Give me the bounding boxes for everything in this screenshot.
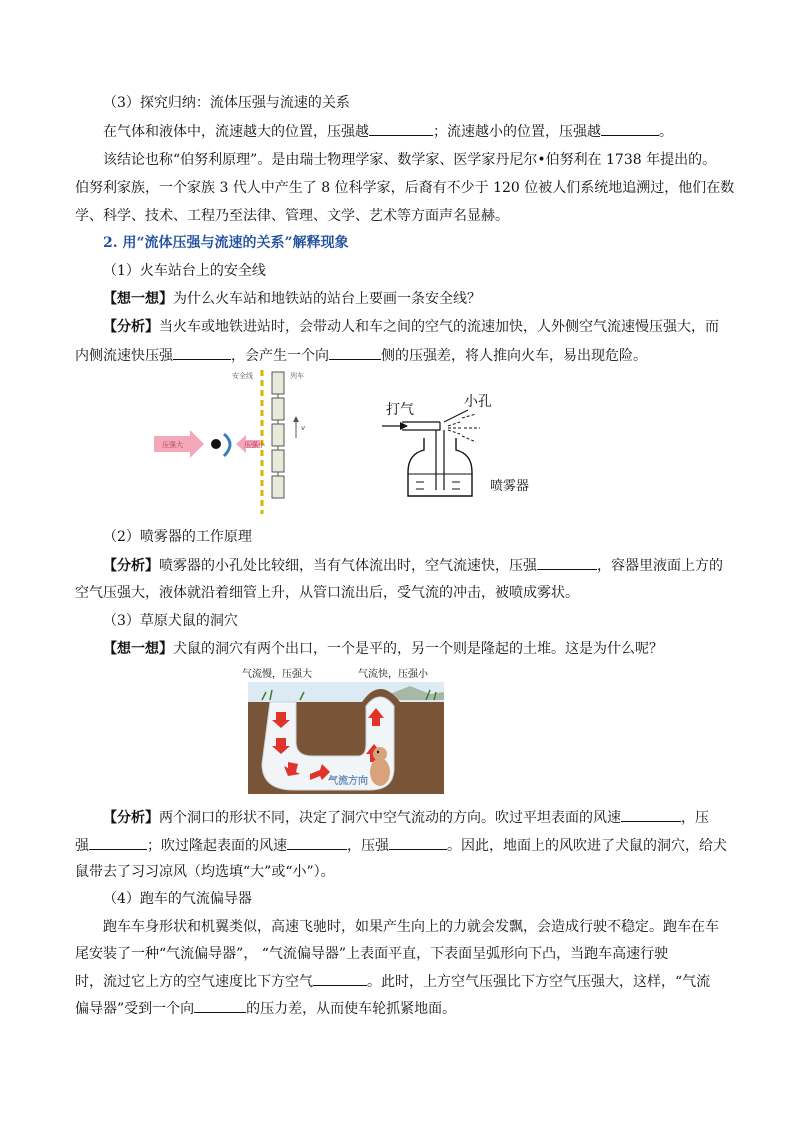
think-burrow: 【想一想】犬鼠的洞穴有两个出口，一个是平的，另一个则是隆起的土堆。这是为什么呢？ [103, 641, 663, 657]
pump-label: 打气 [386, 402, 414, 418]
sprayer-label: 喷雾器 [490, 479, 530, 494]
low-pressure-label: 压强小 [244, 441, 265, 449]
answer-blank[interactable] [389, 835, 447, 850]
answer-blank[interactable] [537, 555, 597, 570]
slow-flow-label: 气流慢，压强大 [242, 669, 312, 680]
hole-pointer [444, 410, 468, 422]
analysis-burrow-line1: 【分析】两个洞口的形状不同，决定了洞穴中空气流动的方向。吹过平坦表面的风速 ，压 [103, 807, 709, 828]
answer-blank[interactable] [173, 345, 231, 360]
answer-blank[interactable] [194, 998, 246, 1013]
answer-blank[interactable] [287, 835, 347, 850]
analysis-burrow-line2: 强 ；吹过隆起表面的风速 ，压强 。因此，地面上的风吹进了犬鼠的洞穴，给犬 [75, 835, 727, 856]
analysis-burrow-line3: 鼠带去了习习凉风（均选填“大”或“小”）。 [75, 864, 335, 880]
answer-blank[interactable] [601, 121, 659, 136]
section-title: 2. 用“流体压强与流速的关系”解释现象 [103, 235, 349, 251]
analysis-sprayer-line1: 【分析】喷雾器的小孔处比较细，当有气体流出时，空气流速快，压强 ，容器里液面上方的 [103, 555, 723, 576]
paragraph-bernoulli-line1: 该结论也称“伯努利原理”。是由瑞士物理学家、数学家、医学家丹尼尔•伯努利在 1738 年提出的。 [103, 152, 717, 168]
person-icon [211, 439, 221, 449]
answer-blank[interactable] [329, 345, 381, 360]
answer-blank[interactable] [369, 121, 433, 136]
answer-blank[interactable] [313, 971, 367, 986]
section-heading-bernoulli: （3）探究归纳：流体压强与流速的关系 [103, 95, 350, 111]
container-icon [408, 438, 472, 496]
velocity-label: v [301, 424, 306, 432]
hole-label: 小孔 [464, 394, 492, 410]
subsection-heading-train: （1）火车站台上的安全线 [103, 263, 266, 279]
paragraph-bernoulli-line3: 学、科学、技术、工程乃至法律、管理、文学、艺术等方面声名显赫。 [75, 208, 509, 224]
subsection-heading-burrow: （3）草原犬鼠的洞穴 [103, 613, 238, 629]
spoiler-line3: 时，流过它上方的空气速度比下方空气 。此时，上方空气压强比下方空气压强大，这样，“气流 [75, 971, 710, 992]
sprayer-figure [380, 390, 550, 505]
analysis-train-line2: 内侧流速快压强 ，会产生一个向 侧的压强差，将人推向火车，易出现危险。 [75, 345, 647, 366]
analysis-train-line1: 【分析】当火车或地铁进站时，会带动人和车之间的空气的流速加快，人外侧空气流速慢压强大，而 [103, 319, 719, 335]
airflow-curve-icon [224, 434, 230, 456]
safety-line-label: 安全线 [232, 372, 253, 380]
spray-icon [448, 414, 480, 442]
prairie-dog-icon [370, 758, 390, 786]
think-train: 【想一想】为什么火车站和地铁站的站台上要画一条安全线？ [103, 291, 481, 307]
paragraph-bernoulli-relation: 在气体和液体中，流速越大的位置，压强越 ；流速越小的位置，压强越 。 [103, 121, 673, 142]
analysis-sprayer-line2: 空气压强大，液体就沿着细管上升，从管口流出后，受气流的冲击，被喷成雾状。 [75, 585, 579, 601]
high-pressure-label: 压强大 [162, 441, 183, 449]
answer-blank[interactable] [89, 835, 147, 850]
train-cars [272, 372, 284, 498]
spoiler-line1: 跑车车身形状和机翼类似，高速飞驰时，如果产生向上的力就会发飘，会造成行驶不稳定。跑车在车 [103, 919, 719, 935]
flow-direction-label: 气流方向 [328, 776, 368, 787]
spoiler-line4: 偏导器”受到一个向 的压力差，从而使车轮抓紧地面。 [75, 998, 456, 1019]
liquid-tube [436, 430, 444, 490]
answer-blank[interactable] [621, 807, 681, 822]
subsection-heading-spoiler: （4）跑车的气流偏导器 [103, 891, 252, 907]
train-platform-figure [150, 366, 320, 516]
spoiler-line2: 尾安装了一种“气流偏导器”， “气流偏导器”上表面平直，下表面呈弧形向下凸，当跑车高速行驶 [75, 946, 669, 962]
fast-flow-label: 气流快，压强小 [358, 669, 428, 680]
paragraph-bernoulli-line2: 伯努利家族，一个家族 3 代人中产生了 8 位科学家，后裔有不少于 120 位被人们系统地追溯过，他们在数 [75, 180, 735, 196]
subsection-heading-sprayer: （2）喷雾器的工作原理 [103, 529, 252, 545]
train-label: 列车 [290, 372, 304, 380]
burrow-figure [240, 664, 445, 794]
